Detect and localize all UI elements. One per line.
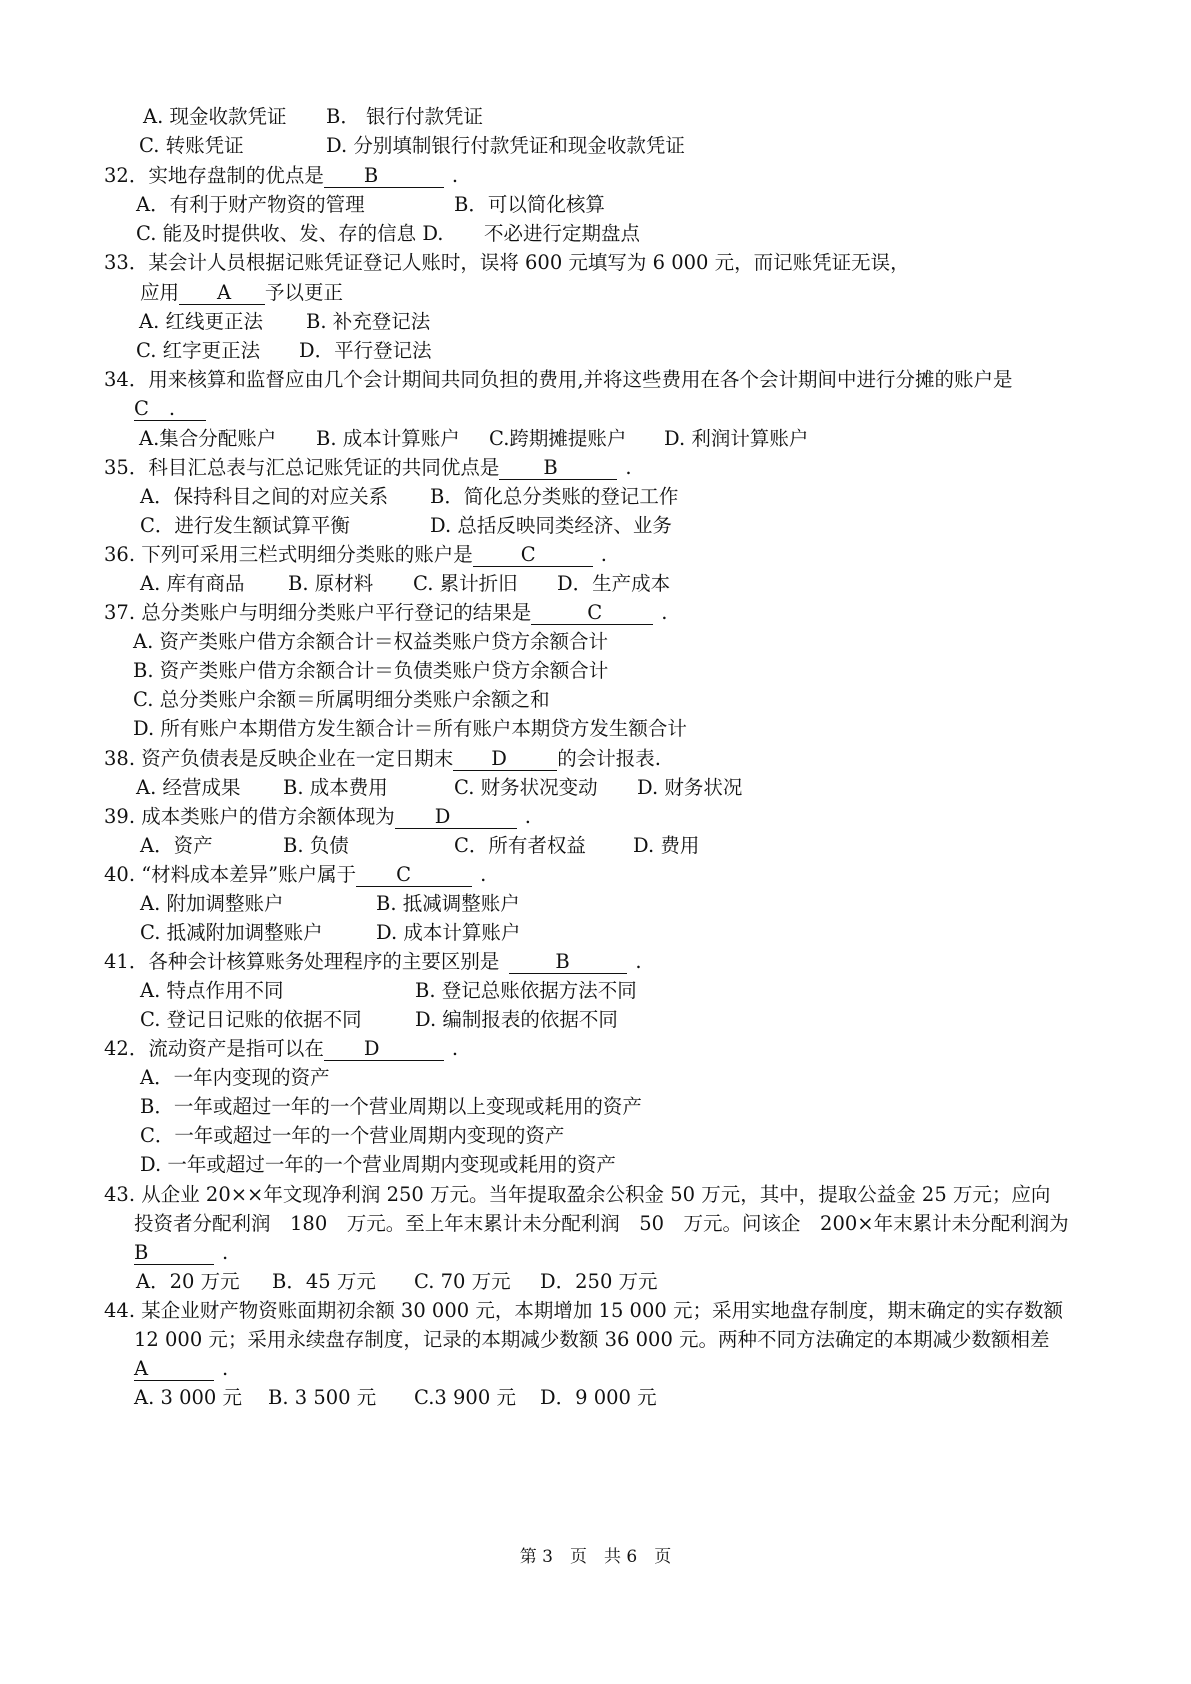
q43-option-d: D．250 万元: [540, 1270, 658, 1293]
q43-option-c: C. 70 万元: [414, 1270, 511, 1293]
q41-option-a: A. 特点作用不同: [140, 979, 284, 1002]
q33-stem-continued: [140, 280, 343, 306]
q39-option-a: A．资产: [140, 834, 213, 857]
q37-option-d: D. 所有账户本期借方发生额合计＝所有账户本期贷方发生额合计: [133, 717, 687, 740]
q32-option-d: 不必进行定期盘点: [484, 222, 641, 245]
q40-answer-blank: C: [356, 864, 472, 887]
q40-stem: 40. “材料成本差异”账户属于: [104, 863, 357, 886]
q36-option-b: B. 原材料: [288, 572, 374, 595]
q34-answer-blank: [134, 398, 206, 421]
q39-tail: .: [524, 805, 531, 828]
q32-option-b: B．可以简化核算: [454, 193, 605, 216]
q42-tail: .: [451, 1037, 459, 1060]
q41-stem: 41．各种会计核算账务处理程序的主要区别是: [104, 950, 500, 973]
q33-answer-blank: A: [179, 282, 265, 305]
q38-option-b: B. 成本费用: [283, 776, 388, 799]
q37-option-a: A. 资产类账户借方余额合计＝权益类账户贷方余额合计: [133, 630, 608, 653]
q37-stem: 37. 总分类账户与明细分类账户平行登记的结果是: [104, 601, 532, 624]
q38-question: [104, 746, 661, 772]
q36-question: [104, 542, 607, 568]
q35-option-a: A．保持科目之间的对应关系: [140, 485, 389, 508]
q40-option-c: C. 抵减附加调整账户: [140, 921, 323, 944]
q42-stem: 42．流动资产是指可以在: [104, 1037, 324, 1060]
q40-option-d: D. 成本计算账户: [376, 921, 521, 944]
q39-answer-blank: D: [395, 806, 517, 829]
q36-stem: 36. 下列可采用三栏式明细分类账的账户是: [104, 543, 473, 566]
q35-option-c: C．进行发生额试算平衡: [140, 514, 350, 537]
q43-stem-continued: 投资者分配利润 180 万元。至上年末累计未分配利润 50 万元。问该企 200×年末累计未分配利润为: [134, 1212, 1069, 1235]
q31-option-a: A. 现金收款凭证: [143, 105, 287, 128]
q35-option-b: B．简化总分类账的登记工作: [430, 485, 679, 508]
q32-question: [104, 163, 458, 189]
q37-option-b: B. 资产类账户借方余额合计＝负债类账户贷方余额合计: [133, 659, 609, 682]
q31-option-b: B． 银行付款凭证: [326, 105, 484, 128]
q44-stem-continued: 12 000 元；采用永续盘存制度，记录的本期减少数额 36 000 元。两种不同方法确定的本期减少数额相差: [134, 1328, 1050, 1351]
q33-option-d: D．平行登记法: [299, 339, 432, 362]
q38-stem: 38. 资产负债表是反映企业在一定日期末: [104, 747, 454, 770]
q42-option-a: A．一年内变现的资产: [140, 1066, 330, 1089]
q39-option-b: B. 负债: [283, 834, 349, 857]
q42-option-c: C．一年或超过一年的一个营业周期内变现的资产: [140, 1124, 565, 1147]
q40-option-b: B. 抵减调整账户: [376, 892, 520, 915]
q44-tail: .: [222, 1357, 229, 1380]
q44-stem: 44. 某企业财产物资账面期初余额 30 000 元，本期增加 15 000 元；采用实地盘存制度，期末确定的实存数额: [104, 1299, 1063, 1322]
q38-option-a: A. 经营成果: [136, 776, 241, 799]
q41-option-d: D. 编制报表的依据不同: [415, 1008, 618, 1031]
q31-option-c: C. 转账凭证: [139, 134, 244, 157]
q36-option-c: C. 累计折旧: [413, 572, 518, 595]
q35-option-d: D. 总括反映同类经济、业务: [430, 514, 672, 537]
q32-option-a: A．有利于财产物资的管理: [136, 193, 365, 216]
q33-tail: 予以更正: [265, 281, 344, 304]
q33-option-b: B. 补充登记法: [306, 310, 431, 333]
q34-option-b: B. 成本计算账户: [316, 427, 460, 450]
q33-stem2: 应用: [140, 281, 180, 304]
q44-option-c: C.3 900 元: [414, 1386, 516, 1409]
q33-stem: 33．某会计人员根据记账凭证登记人账时，误将 600 元填写为 6 000 元，而记账凭证无误，: [104, 251, 910, 274]
q43-option-a: A．20 万元: [136, 1270, 240, 1293]
q38-answer-blank: D: [453, 748, 557, 771]
q33-option-c: C. 红字更正法: [136, 339, 261, 362]
q43-answer-blank: B: [134, 1242, 214, 1265]
q33-option-a: A. 红线更正法: [139, 310, 263, 333]
q38-tail: 的会计报表.: [557, 747, 661, 770]
q35-tail: .: [625, 456, 632, 479]
q41-answer-blank: B: [509, 951, 627, 974]
q37-answer-blank: C: [531, 602, 653, 625]
q43-tail: .: [222, 1241, 229, 1264]
q42-question: [104, 1036, 458, 1062]
q34-answer-line: [134, 396, 206, 422]
q41-question: [104, 949, 642, 975]
q36-option-d: D．生产成本: [557, 572, 671, 595]
q35-answer-blank: B: [499, 457, 617, 480]
q35-stem: 35．科目汇总表与汇总记账凭证的共同优点是: [104, 456, 500, 479]
q44-option-d: D．9 000 元: [540, 1386, 657, 1409]
q43-stem: 43. 从企业 20××年文现净利润 250 万元。当年提取盈余公积金 50 万元，其中，提取公益金 25 万元；应向: [104, 1183, 1051, 1206]
q36-tail: .: [600, 543, 607, 566]
q44-answer-blank: A: [134, 1358, 214, 1381]
q37-option-c: C. 总分类账户余额＝所属明细分类账户余额之和: [133, 688, 550, 711]
q34-tail: .: [168, 397, 176, 420]
q39-question: [104, 804, 531, 830]
q41-option-c: C. 登记日记账的依据不同: [140, 1008, 362, 1031]
q44-option-a: A. 3 000 元: [134, 1386, 243, 1409]
q32-tail: .: [451, 164, 459, 187]
q32-option-c: C. 能及时提供收、发、存的信息 D.: [136, 222, 444, 245]
q40-tail: .: [480, 863, 487, 886]
q36-option-a: A. 库有商品: [140, 572, 245, 595]
q40-option-a: A. 附加调整账户: [140, 892, 284, 915]
q34-stem: 34．用来核算和监督应由几个会计期间共同负担的费用,并将这些费用在各个会计期间中进行分摊的账户是: [104, 368, 1013, 391]
q35-question: [104, 455, 632, 481]
q42-answer-blank: D: [324, 1038, 444, 1061]
q42-option-d: D. 一年或超过一年的一个营业周期内变现或耗用的资产: [140, 1153, 616, 1176]
q31-option-d: D. 分别填制银行付款凭证和现金收款凭证: [326, 134, 685, 157]
q37-tail: .: [661, 601, 668, 624]
q40-question: [104, 862, 486, 888]
q39-option-c: C．所有者权益: [454, 834, 586, 857]
q42-option-b: B．一年或超过一年的一个营业周期以上变现或耗用的资产: [140, 1095, 642, 1118]
q37-question: [104, 600, 667, 626]
q43-option-b: B．45 万元: [272, 1270, 376, 1293]
q36-answer-blank: C: [473, 544, 593, 567]
q38-option-d: D. 财务状况: [637, 776, 743, 799]
q34-answer: C: [134, 397, 149, 420]
q34-option-d: D. 利润计算账户: [664, 427, 809, 450]
q38-option-c: C. 财务状况变动: [454, 776, 598, 799]
q43-answer-line: [134, 1240, 228, 1266]
q41-option-b: B. 登记总账依据方法不同: [415, 979, 637, 1002]
q32-stem: 32．实地存盘制的优点是: [104, 164, 324, 187]
q44-option-b: B. 3 500 元: [268, 1386, 377, 1409]
q34-option-c: C.跨期摊提账户: [489, 427, 627, 450]
q41-tail: .: [635, 950, 642, 973]
page-number-footer: 第 3 页 共 6 页: [519, 1547, 672, 1567]
q39-option-d: D. 费用: [633, 834, 700, 857]
q39-stem: 39. 成本类账户的借方余额体现为: [104, 805, 395, 828]
q34-option-a: A.集合分配账户: [139, 427, 277, 450]
q44-answer-line: [134, 1356, 228, 1382]
q32-answer-blank: B: [324, 165, 444, 188]
